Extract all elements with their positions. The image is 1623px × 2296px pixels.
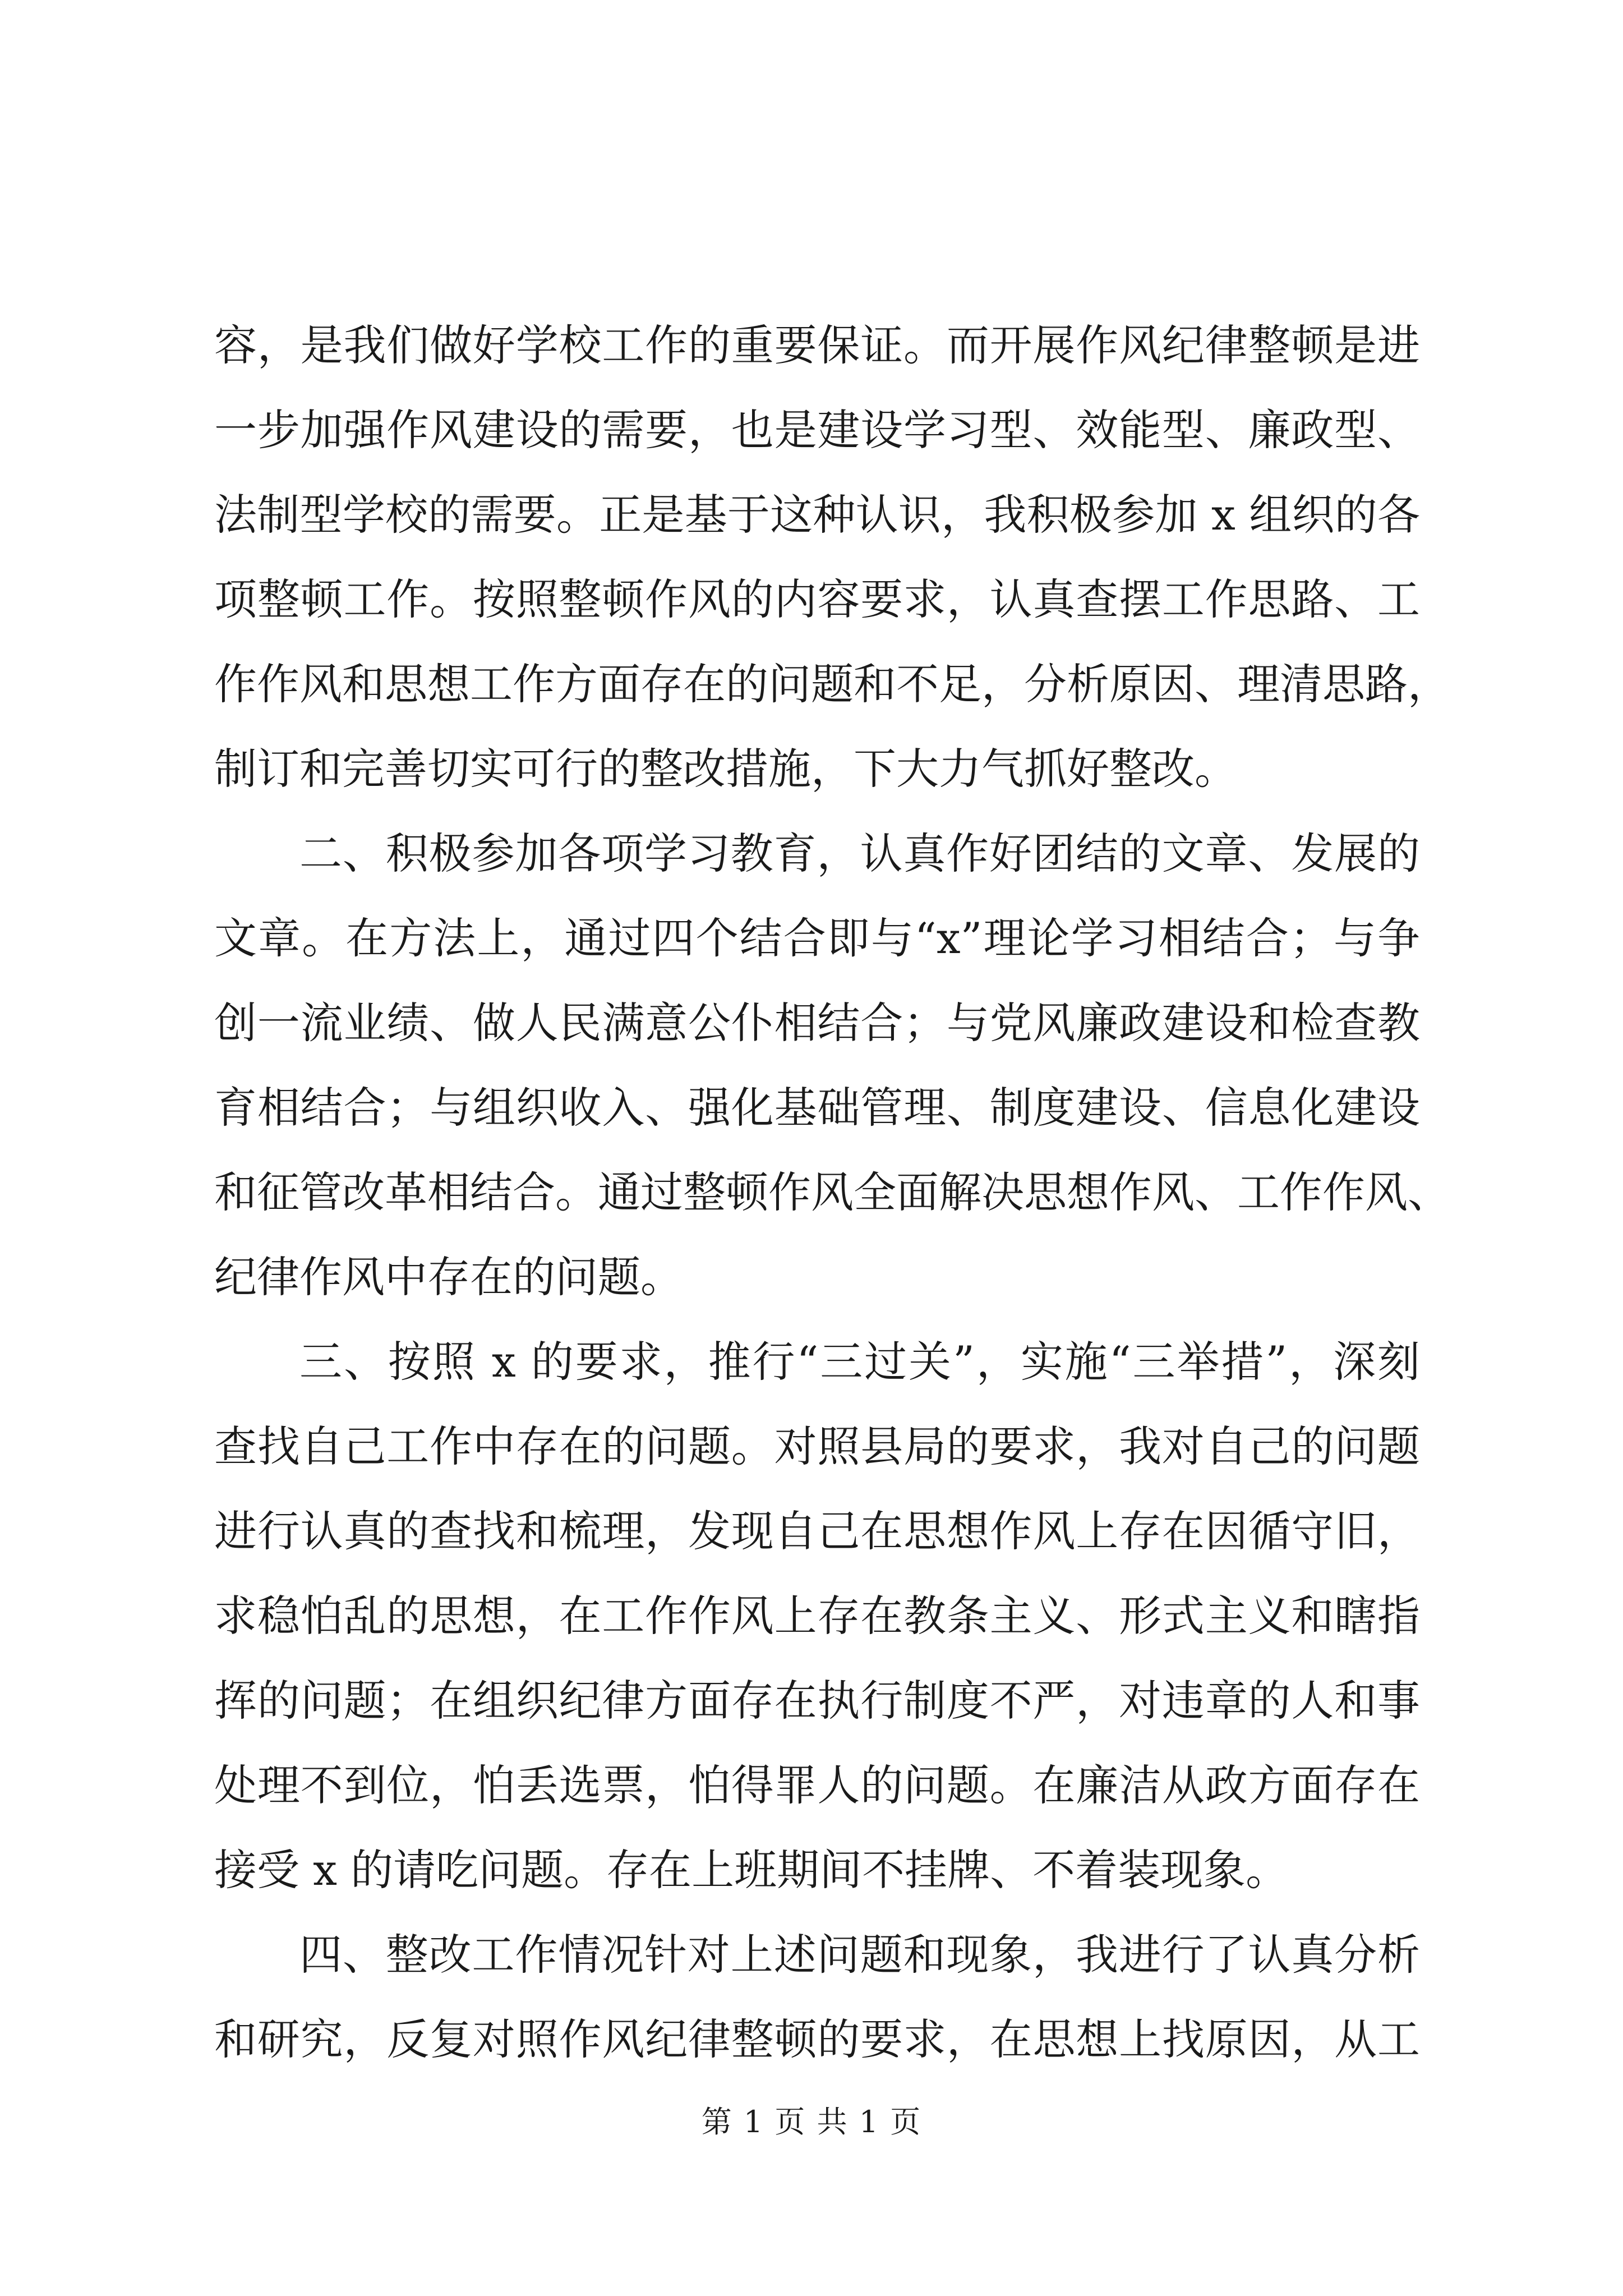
text-line: 接受 x 的请吃问题。存在上班期间不挂牌、不着装现象。 [214,1845,1289,1895]
paragraph-2 [214,811,1450,1319]
text-line: 四、整改工作情况针对上述问题和现象，我进行了认真分析 [299,1930,1420,1980]
text-line: 和征管改革相结合。通过整顿作风全面解决思想作风、工作作风、 [214,1167,1450,1217]
text-line: 容，是我们做好学校工作的重要保证。而开展作风纪律整顿是进 [214,320,1420,370]
text-line: 进行认真的查找和梳理，发现自己在思想作风上存在因循守旧， [214,1506,1420,1556]
text-line: 一步加强作风建设的需要，也是建设学习型、效能型、廉政型、 [214,405,1420,455]
text-line: 三、按照 x 的要求，推行“三过关”，实施“三举措”，深刻 [299,1337,1420,1387]
text-line: 项整顿工作。按照整顿作风的内容要求，认真查摆工作思路、工 [214,574,1420,624]
text-line: 法制型学校的需要。正是基于这种认识，我积极参加 x 组织的各 [214,490,1420,540]
text-line: 处理不到位，怕丢选票，怕得罪人的问题。在廉洁从政方面存在 [214,1760,1420,1810]
text-line: 育相结合；与组织收入、强化基础管理、制度建设、信息化建设 [214,1083,1420,1133]
text-line: 作作风和思想工作方面存在的问题和不足，分析原因、理清思路， [214,659,1450,709]
document-body [214,303,1450,2082]
text-line: 纪律作风中存在的问题。 [214,1252,683,1302]
text-line: 制订和完善切实可行的整改措施，下大力气抓好整改。 [214,744,1237,794]
text-line: 文章。在方法上，通过四个结合即与“x”理论学习相结合；与争 [214,913,1420,963]
paragraph-4 [214,1912,1420,2082]
text-line: 创一流业绩、做人民满意公仆相结合；与党风廉政建设和检查教 [214,998,1420,1048]
text-line: 二、积极参加各项学习教育，认真作好团结的文章、发展的 [299,829,1420,878]
paragraph-3 [214,1319,1420,1912]
text-line: 和研究，反复对照作风纪律整顿的要求，在思想上找原因，从工 [214,2014,1420,2064]
text-line: 求稳怕乱的思想，在工作作风上存在教条主义、形式主义和瞎指 [214,1591,1420,1641]
text-line: 查找自己工作中存在的问题。对照县局的要求，我对自己的问题 [214,1421,1420,1471]
paragraph-1 [214,303,1450,811]
page-footer: 第 1 页 共 1 页 [701,2104,922,2139]
text-line: 挥的问题；在组织纪律方面存在执行制度不严，对违章的人和事 [214,1676,1420,1726]
